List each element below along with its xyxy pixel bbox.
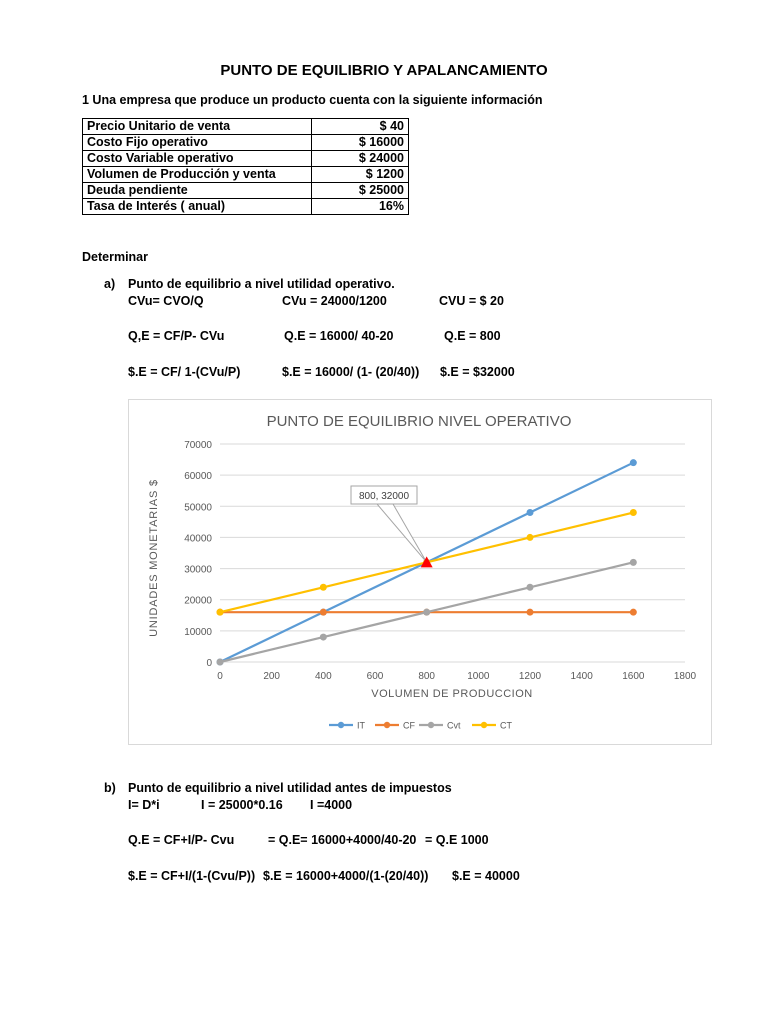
formula-a3-3: $.E = $32000 [440, 365, 515, 379]
table-row [83, 151, 409, 167]
y-tick-label: 0 [206, 658, 212, 669]
row-value: $ 40 [312, 119, 409, 135]
x-tick-label: 1400 [570, 671, 593, 682]
section-a-marker: a) [104, 277, 116, 291]
y-tick-label: 10000 [184, 626, 212, 638]
table-row [83, 167, 409, 183]
row-value: $ 1200 [312, 167, 409, 183]
determinar-heading: Determinar [82, 250, 148, 264]
annotation-label: 800, 32000 [358, 491, 410, 502]
table-row [83, 183, 409, 199]
formula-a2-1: Q,E = CF/P- CVu [128, 329, 225, 343]
formula-a3-1: $.E = CF/ 1-(CVu/P) [128, 365, 241, 379]
breakeven-chart [129, 400, 711, 744]
table-row [83, 135, 409, 151]
x-tick-label: 0 [217, 671, 223, 682]
chart-legend [329, 721, 512, 731]
legend-label-cvt: Cvt [447, 720, 461, 731]
formula-b3-3: $.E = 40000 [452, 869, 520, 883]
y-tick-label: 30000 [184, 564, 212, 576]
formula-b1-3: I =4000 [310, 798, 353, 812]
data-point-ct [320, 584, 327, 591]
row-value: $ 16000 [312, 135, 409, 151]
legend-label-cf: CF [403, 720, 415, 731]
legend-marker-cvt [428, 722, 434, 728]
x-tick-label: 800 [418, 671, 436, 682]
chart-title: PUNTO DE EQUILIBRIO NIVEL OPERATIVO [266, 413, 572, 430]
formula-b2-3: = Q.E 1000 [425, 833, 489, 847]
legend-marker-it [338, 722, 344, 728]
formula-b1-2: I = 25000*0.16 [201, 798, 283, 812]
table-row [83, 119, 409, 135]
data-point-cf [630, 609, 637, 616]
data-point-cvt [630, 559, 637, 566]
x-axis-label: VOLUMEN DE PRODUCCION [371, 688, 533, 700]
data-point-cvt [320, 634, 327, 641]
y-tick-label: 70000 [184, 440, 212, 451]
x-tick-labels [217, 671, 696, 682]
x-tick-label: 600 [366, 671, 384, 682]
formula-b3-2: $.E = 16000+4000/(1-(20/40)) [263, 869, 429, 883]
data-point-cvt [527, 584, 534, 591]
annotation-pointer [377, 504, 427, 562]
y-tick-label: 60000 [184, 471, 212, 483]
section-a-heading: Punto de equilibrio a nivel utilidad operativo. [128, 277, 395, 291]
data-point-ct [630, 509, 637, 516]
legend-marker-cf [384, 722, 390, 728]
row-label: Volumen de Producción y venta [83, 167, 312, 183]
intro-text: 1 Una empresa que produce un producto cuenta con la siguiente información [82, 93, 543, 107]
formula-a3-2: $.E = 16000/ (1- (20/40)) [282, 365, 420, 379]
data-point-it [527, 509, 534, 516]
data-point-ct [217, 609, 224, 616]
formula-b1-1: I= D*i [128, 798, 160, 812]
x-tick-label: 200 [263, 671, 281, 682]
row-value: 16% [312, 199, 409, 215]
row-value: $ 24000 [312, 151, 409, 167]
row-label: Costo Fijo operativo [83, 135, 312, 151]
formula-a2-3: Q.E = 800 [444, 329, 501, 343]
legend-marker-ct [481, 722, 487, 728]
legend-label-ct: CT [500, 720, 512, 731]
data-point-cf [320, 609, 327, 616]
formula-a1-1: CVu= CVO/Q [128, 294, 204, 308]
legend-label-it: IT [357, 720, 365, 731]
formula-b2-1: Q.E = CF+I/P- Cvu [128, 833, 235, 847]
data-point-ct [527, 534, 534, 541]
data-point-cvt [217, 659, 224, 666]
x-tick-label: 1000 [467, 671, 490, 682]
data-point-cvt [423, 609, 430, 616]
y-tick-label: 40000 [184, 533, 212, 545]
row-label: Precio Unitario de venta [83, 119, 312, 135]
y-tick-label: 50000 [184, 502, 212, 514]
section-b-marker: b) [104, 781, 116, 795]
y-axis-label: UNIDADES MONETARIAS $ [148, 479, 160, 637]
x-tick-label: 1200 [518, 671, 542, 682]
section-b-heading: Punto de equilibrio a nivel utilidad antes de impuestos [128, 781, 452, 795]
formula-a2-2: Q.E = 16000/ 40-20 [284, 329, 394, 343]
y-tick-label: 20000 [184, 595, 212, 607]
chart-container [128, 399, 712, 745]
data-table [82, 118, 409, 215]
row-label: Deuda pendiente [83, 183, 312, 199]
data-point-cf [527, 609, 534, 616]
table-row [83, 199, 409, 215]
row-value: $ 25000 [312, 183, 409, 199]
formula-a1-3: CVU = $ 20 [439, 294, 504, 308]
data-point-it [630, 459, 637, 466]
y-tick-labels [184, 440, 212, 669]
formula-b3-1: $.E = CF+I/(1-(Cvu/P)) [128, 869, 256, 883]
formula-a1-2: CVu = 24000/1200 [282, 294, 387, 308]
x-tick-label: 1600 [622, 671, 645, 682]
x-tick-label: 400 [314, 671, 332, 682]
row-label: Tasa de Interés ( anual) [83, 199, 312, 215]
page-title: PUNTO DE EQUILIBRIO Y APALANCAMIENTO [220, 62, 548, 79]
chart-annotation [351, 486, 433, 567]
formula-b2-2: = Q.E= 16000+4000/40-20 [268, 833, 417, 847]
x-tick-label: 1800 [673, 671, 697, 682]
row-label: Costo Variable operativo [83, 151, 312, 167]
